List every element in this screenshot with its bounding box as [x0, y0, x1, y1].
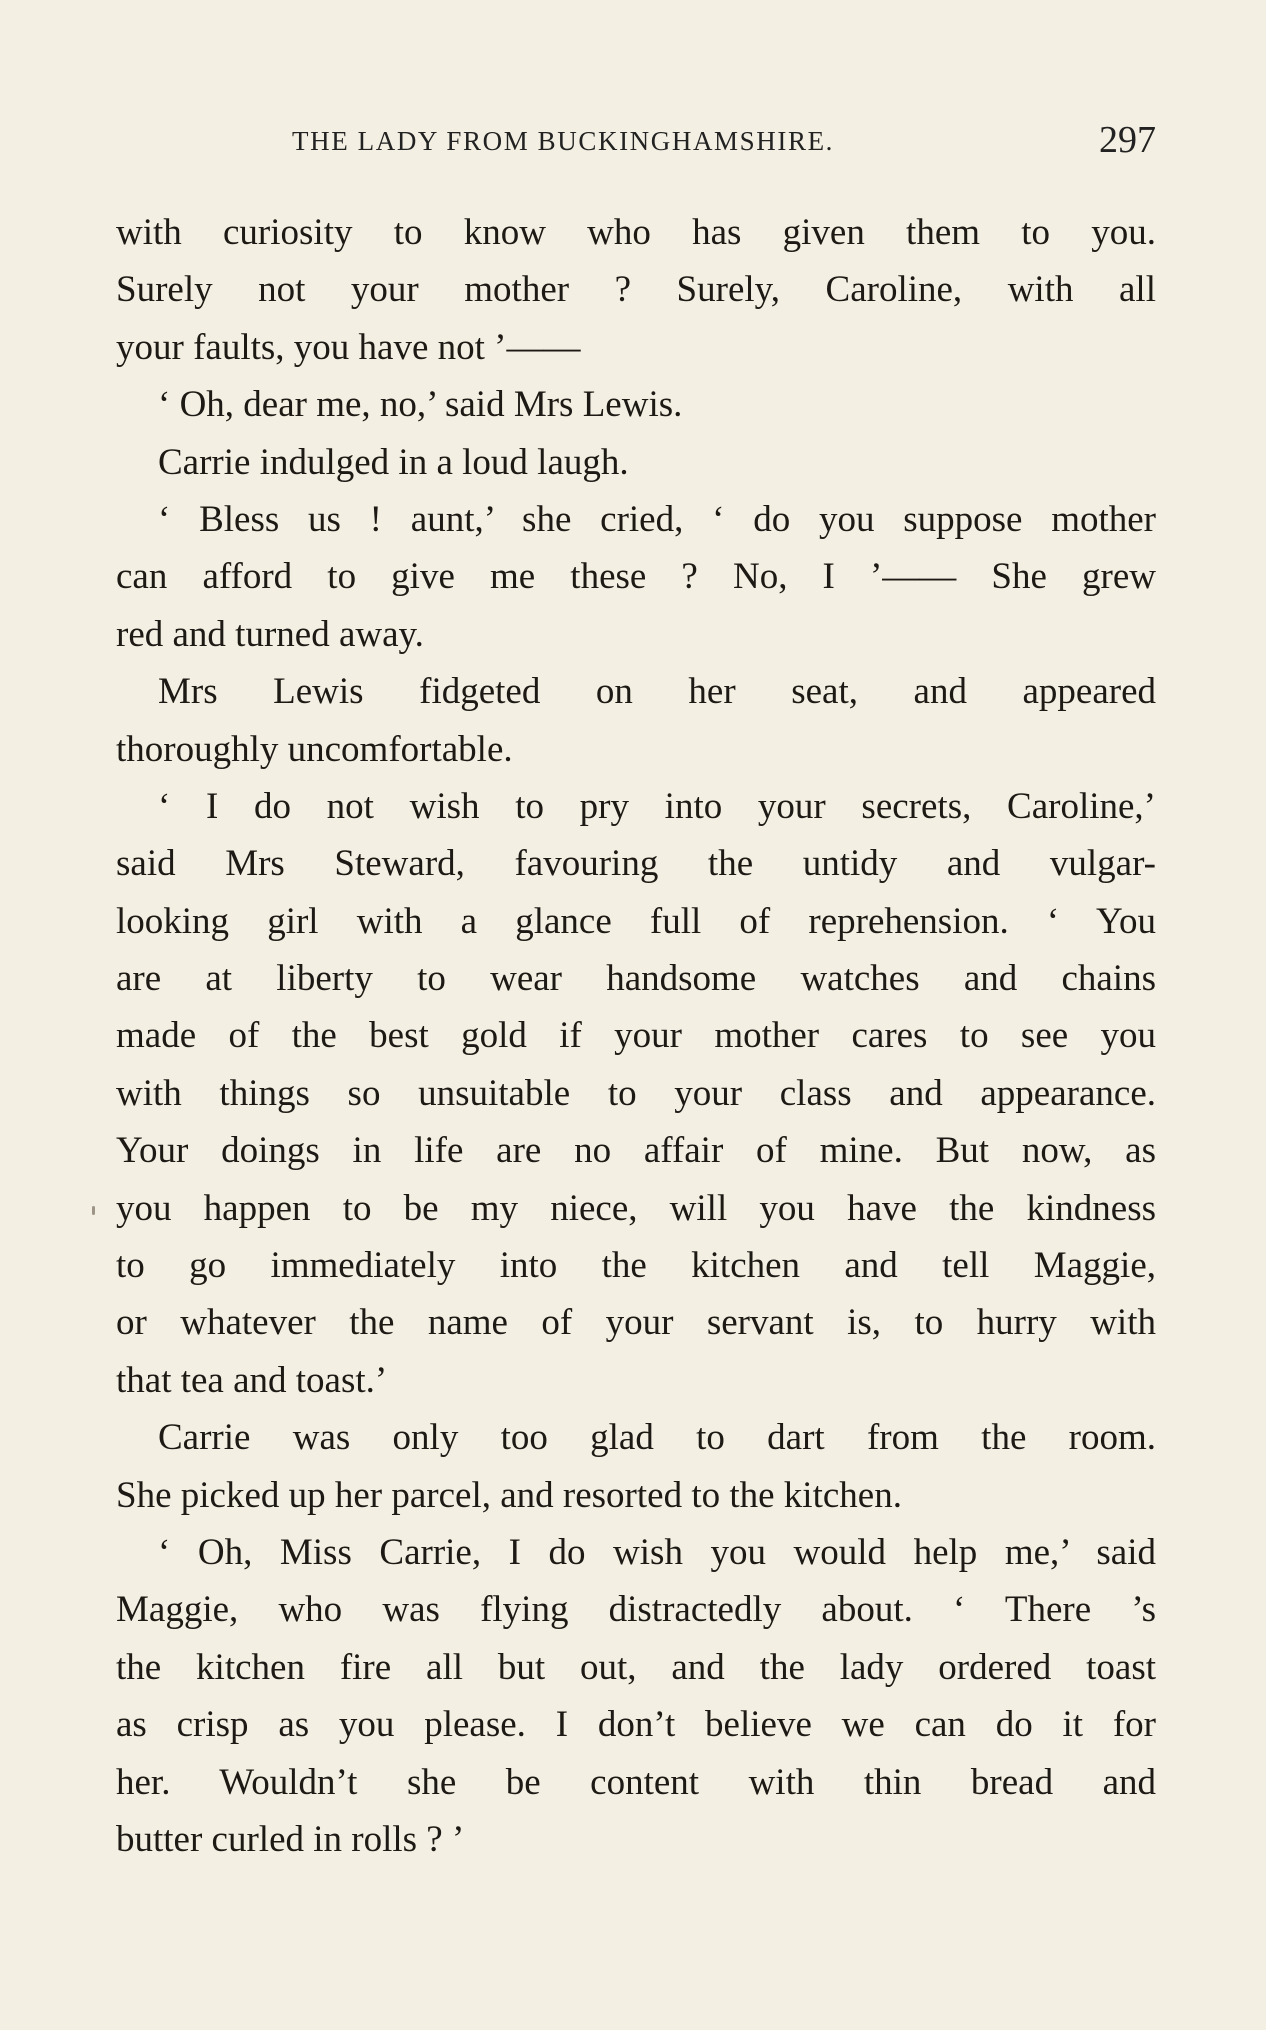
- text-line: that tea and toast.’: [116, 1359, 388, 1401]
- page-number: 297: [1099, 119, 1156, 161]
- text-line: Maggie, who was flying distractedly about. ‘ There ’s: [116, 1589, 1156, 1631]
- text-line: you happen to be my niece, will you have the kindness: [116, 1187, 1156, 1229]
- running-head: [116, 118, 1156, 168]
- text-line: Carrie indulged in a loud laugh.: [158, 441, 629, 483]
- text-line: ‘ Oh, dear me, no,’ said Mrs Lewis.: [158, 384, 683, 426]
- text-line: Surely not your mother ? Surely, Caroline, with all: [116, 269, 1156, 311]
- text-line: ‘ Oh, Miss Carrie, I do wish you would help me,’ said: [158, 1531, 1156, 1573]
- text-line: She picked up her parcel, and resorted to the kitchen.: [116, 1474, 902, 1516]
- text-line: are at liberty to wear handsome watches and chains: [116, 958, 1156, 1000]
- text-line: her. Wouldn’t she be content with thin bread and: [116, 1761, 1156, 1803]
- text-line: ‘ Bless us ! aunt,’ she cried, ‘ do you suppose mother: [158, 498, 1156, 540]
- text-line: your faults, you have not ’——: [116, 326, 581, 368]
- text-line: as crisp as you please. I don’t believe we can do it for: [116, 1704, 1156, 1746]
- text-line: Carrie was only too glad to dart from the room.: [158, 1417, 1156, 1459]
- text-line: red and turned away.: [116, 613, 424, 655]
- text-line: said Mrs Steward, favouring the untidy and vulgar-: [116, 843, 1156, 885]
- ink-speck: [92, 1206, 95, 1215]
- text-line: with curiosity to know who has given them to you.: [116, 212, 1156, 253]
- text-line: Your doings in life are no affair of mine. But now, as: [116, 1130, 1156, 1172]
- text-line: or whatever the name of your servant is, to hurry with: [116, 1302, 1156, 1344]
- text-line: butter curled in rolls ? ’: [116, 1818, 465, 1860]
- text-line: looking girl with a glance full of reprehension. ‘ You: [116, 900, 1156, 942]
- text-line: ‘ I do not wish to pry into your secrets, Caroline,’: [158, 785, 1156, 827]
- text-line: Mrs Lewis fidgeted on her seat, and appeared: [158, 671, 1156, 713]
- text-line: thoroughly uncomfortable.: [116, 728, 513, 770]
- text-line: can afford to give me these ? No, I ’—— She grew: [116, 556, 1156, 598]
- text-line: to go immediately into the kitchen and tell Maggie,: [116, 1245, 1156, 1287]
- text-line: with things so unsuitable to your class and appearance.: [116, 1072, 1156, 1114]
- text-line: the kitchen fire all but out, and the lady ordered toast: [116, 1646, 1156, 1688]
- text-line: made of the best gold if your mother cares to see you: [116, 1015, 1156, 1057]
- running-title: THE LADY FROM BUCKINGHAMSHIRE.: [292, 126, 835, 156]
- body-text: [116, 204, 1156, 1868]
